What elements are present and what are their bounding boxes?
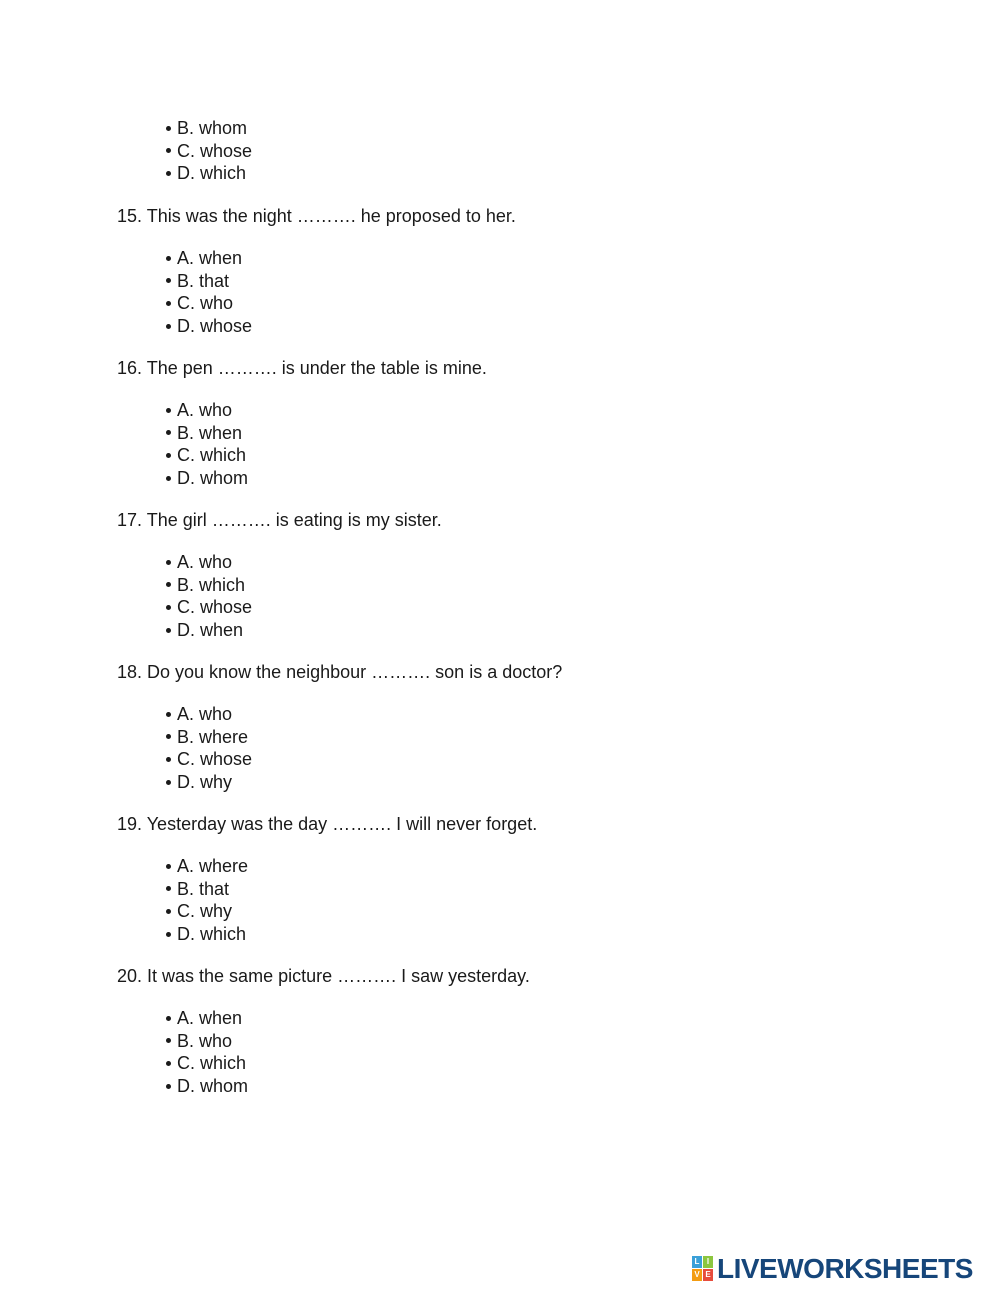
bullet-icon: [166, 628, 171, 633]
option-list-16: [164, 399, 248, 489]
bullet-icon: [166, 757, 171, 762]
bullet-icon: [166, 712, 171, 717]
bullet-icon: [166, 1016, 171, 1021]
option-18-b[interactable]: B. where: [164, 726, 252, 749]
option-16-d[interactable]: D. whom: [164, 467, 248, 490]
bullet-icon: [166, 864, 171, 869]
bullet-icon: [166, 278, 171, 283]
bullet-icon: [166, 148, 171, 153]
logo-mark-l: L: [692, 1256, 702, 1268]
option-20-c[interactable]: C. which: [164, 1052, 248, 1075]
option-16-b[interactable]: B. when: [164, 422, 248, 445]
option-17-d[interactable]: D. when: [164, 619, 252, 642]
option-19-b[interactable]: B. that: [164, 878, 248, 901]
option-list-19: [164, 855, 248, 945]
option-19-c[interactable]: C. why: [164, 900, 248, 923]
option-list-17: [164, 551, 252, 641]
option-15-a[interactable]: A. when: [164, 247, 252, 270]
option-list-14: [164, 117, 252, 185]
bullet-icon: [166, 453, 171, 458]
bullet-icon: [166, 932, 171, 937]
option-14-d[interactable]: D. which: [164, 162, 252, 185]
logo-mark-i: I: [703, 1256, 713, 1268]
bullet-icon: [166, 476, 171, 481]
option-14-b[interactable]: B. whom: [164, 117, 252, 140]
bullet-icon: [166, 1038, 171, 1043]
logo-mark-icon: [692, 1256, 714, 1282]
question-16: 16. The pen ………. is under the table is mine.: [117, 358, 487, 378]
bullet-icon: [166, 301, 171, 306]
option-20-b[interactable]: B. who: [164, 1030, 248, 1053]
bullet-icon: [166, 605, 171, 610]
option-20-d[interactable]: D. whom: [164, 1075, 248, 1098]
bullet-icon: [166, 324, 171, 329]
option-list-18: [164, 703, 252, 793]
option-18-d[interactable]: D. why: [164, 771, 252, 794]
bullet-icon: [166, 582, 171, 587]
question-20: 20. It was the same picture ………. I saw yesterday.: [117, 966, 530, 986]
option-14-c[interactable]: C. whose: [164, 140, 252, 163]
option-list-15: [164, 247, 252, 337]
option-19-a[interactable]: A. where: [164, 855, 248, 878]
option-15-b[interactable]: B. that: [164, 270, 252, 293]
question-19: 19. Yesterday was the day ………. I will never forget.: [117, 814, 538, 834]
logo-mark-e: E: [703, 1269, 713, 1281]
option-15-d[interactable]: D. whose: [164, 315, 252, 338]
option-list-20: [164, 1007, 248, 1097]
option-17-b[interactable]: B. which: [164, 574, 252, 597]
bullet-icon: [166, 171, 171, 176]
question-15: 15. This was the night ………. he proposed to her.: [117, 206, 516, 226]
question-18: 18. Do you know the neighbour ………. son is a doctor?: [117, 662, 563, 682]
liveworksheets-logo: [692, 1254, 973, 1284]
bullet-icon: [166, 256, 171, 261]
bullet-icon: [166, 1084, 171, 1089]
bullet-icon: [166, 886, 171, 891]
option-17-c[interactable]: C. whose: [164, 596, 252, 619]
question-17: 17. The girl ………. is eating is my sister.: [117, 510, 442, 530]
bullet-icon: [166, 408, 171, 413]
option-16-a[interactable]: A. who: [164, 399, 248, 422]
bullet-icon: [166, 1061, 171, 1066]
option-20-a[interactable]: A. when: [164, 1007, 248, 1030]
bullet-icon: [166, 734, 171, 739]
bullet-icon: [166, 780, 171, 785]
option-18-a[interactable]: A. who: [164, 703, 252, 726]
bullet-icon: [166, 430, 171, 435]
option-16-c[interactable]: C. which: [164, 444, 248, 467]
option-17-a[interactable]: A. who: [164, 551, 252, 574]
bullet-icon: [166, 909, 171, 914]
logo-mark-v: V: [692, 1269, 702, 1281]
option-19-d[interactable]: D. which: [164, 923, 248, 946]
bullet-icon: [166, 126, 171, 131]
bullet-icon: [166, 560, 171, 565]
option-18-c[interactable]: C. whose: [164, 748, 252, 771]
option-15-c[interactable]: C. who: [164, 292, 252, 315]
logo-text: LIVEWORKSHEETS: [717, 1253, 973, 1284]
